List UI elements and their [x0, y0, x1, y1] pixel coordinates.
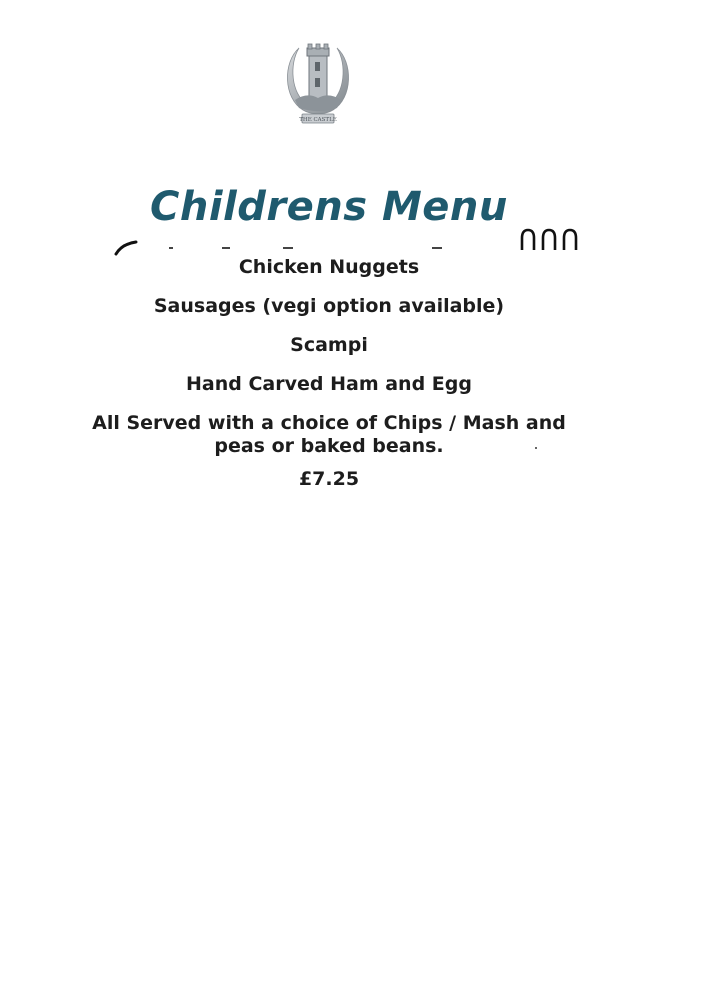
menu-price: £7.25	[298, 468, 360, 490]
decorative-dash	[283, 247, 293, 249]
menu-item: Chicken Nuggets	[238, 256, 420, 278]
decorative-curve	[112, 238, 142, 258]
stray-dot	[535, 447, 537, 449]
castle-crest-logo	[285, 40, 351, 126]
menu-item: Sausages (vegi option available)	[153, 295, 505, 317]
menu-item: Hand Carved Ham and Egg	[186, 373, 472, 395]
logo-banner-text: THE CASTLE	[299, 117, 337, 123]
menu-title: Childrens Menu	[150, 184, 508, 230]
serving-note-line: All Served with a choice of Chips / Mash and	[92, 412, 566, 434]
decorative-arches-icon	[518, 226, 582, 252]
decorative-dash	[222, 247, 230, 249]
serving-note	[0, 412, 658, 458]
serving-note-line: peas or baked beans.	[214, 435, 444, 457]
menu-item: Scampi	[290, 334, 368, 356]
decorative-dash	[432, 247, 442, 249]
menu-items	[0, 256, 658, 510]
decorative-dash	[169, 247, 173, 249]
